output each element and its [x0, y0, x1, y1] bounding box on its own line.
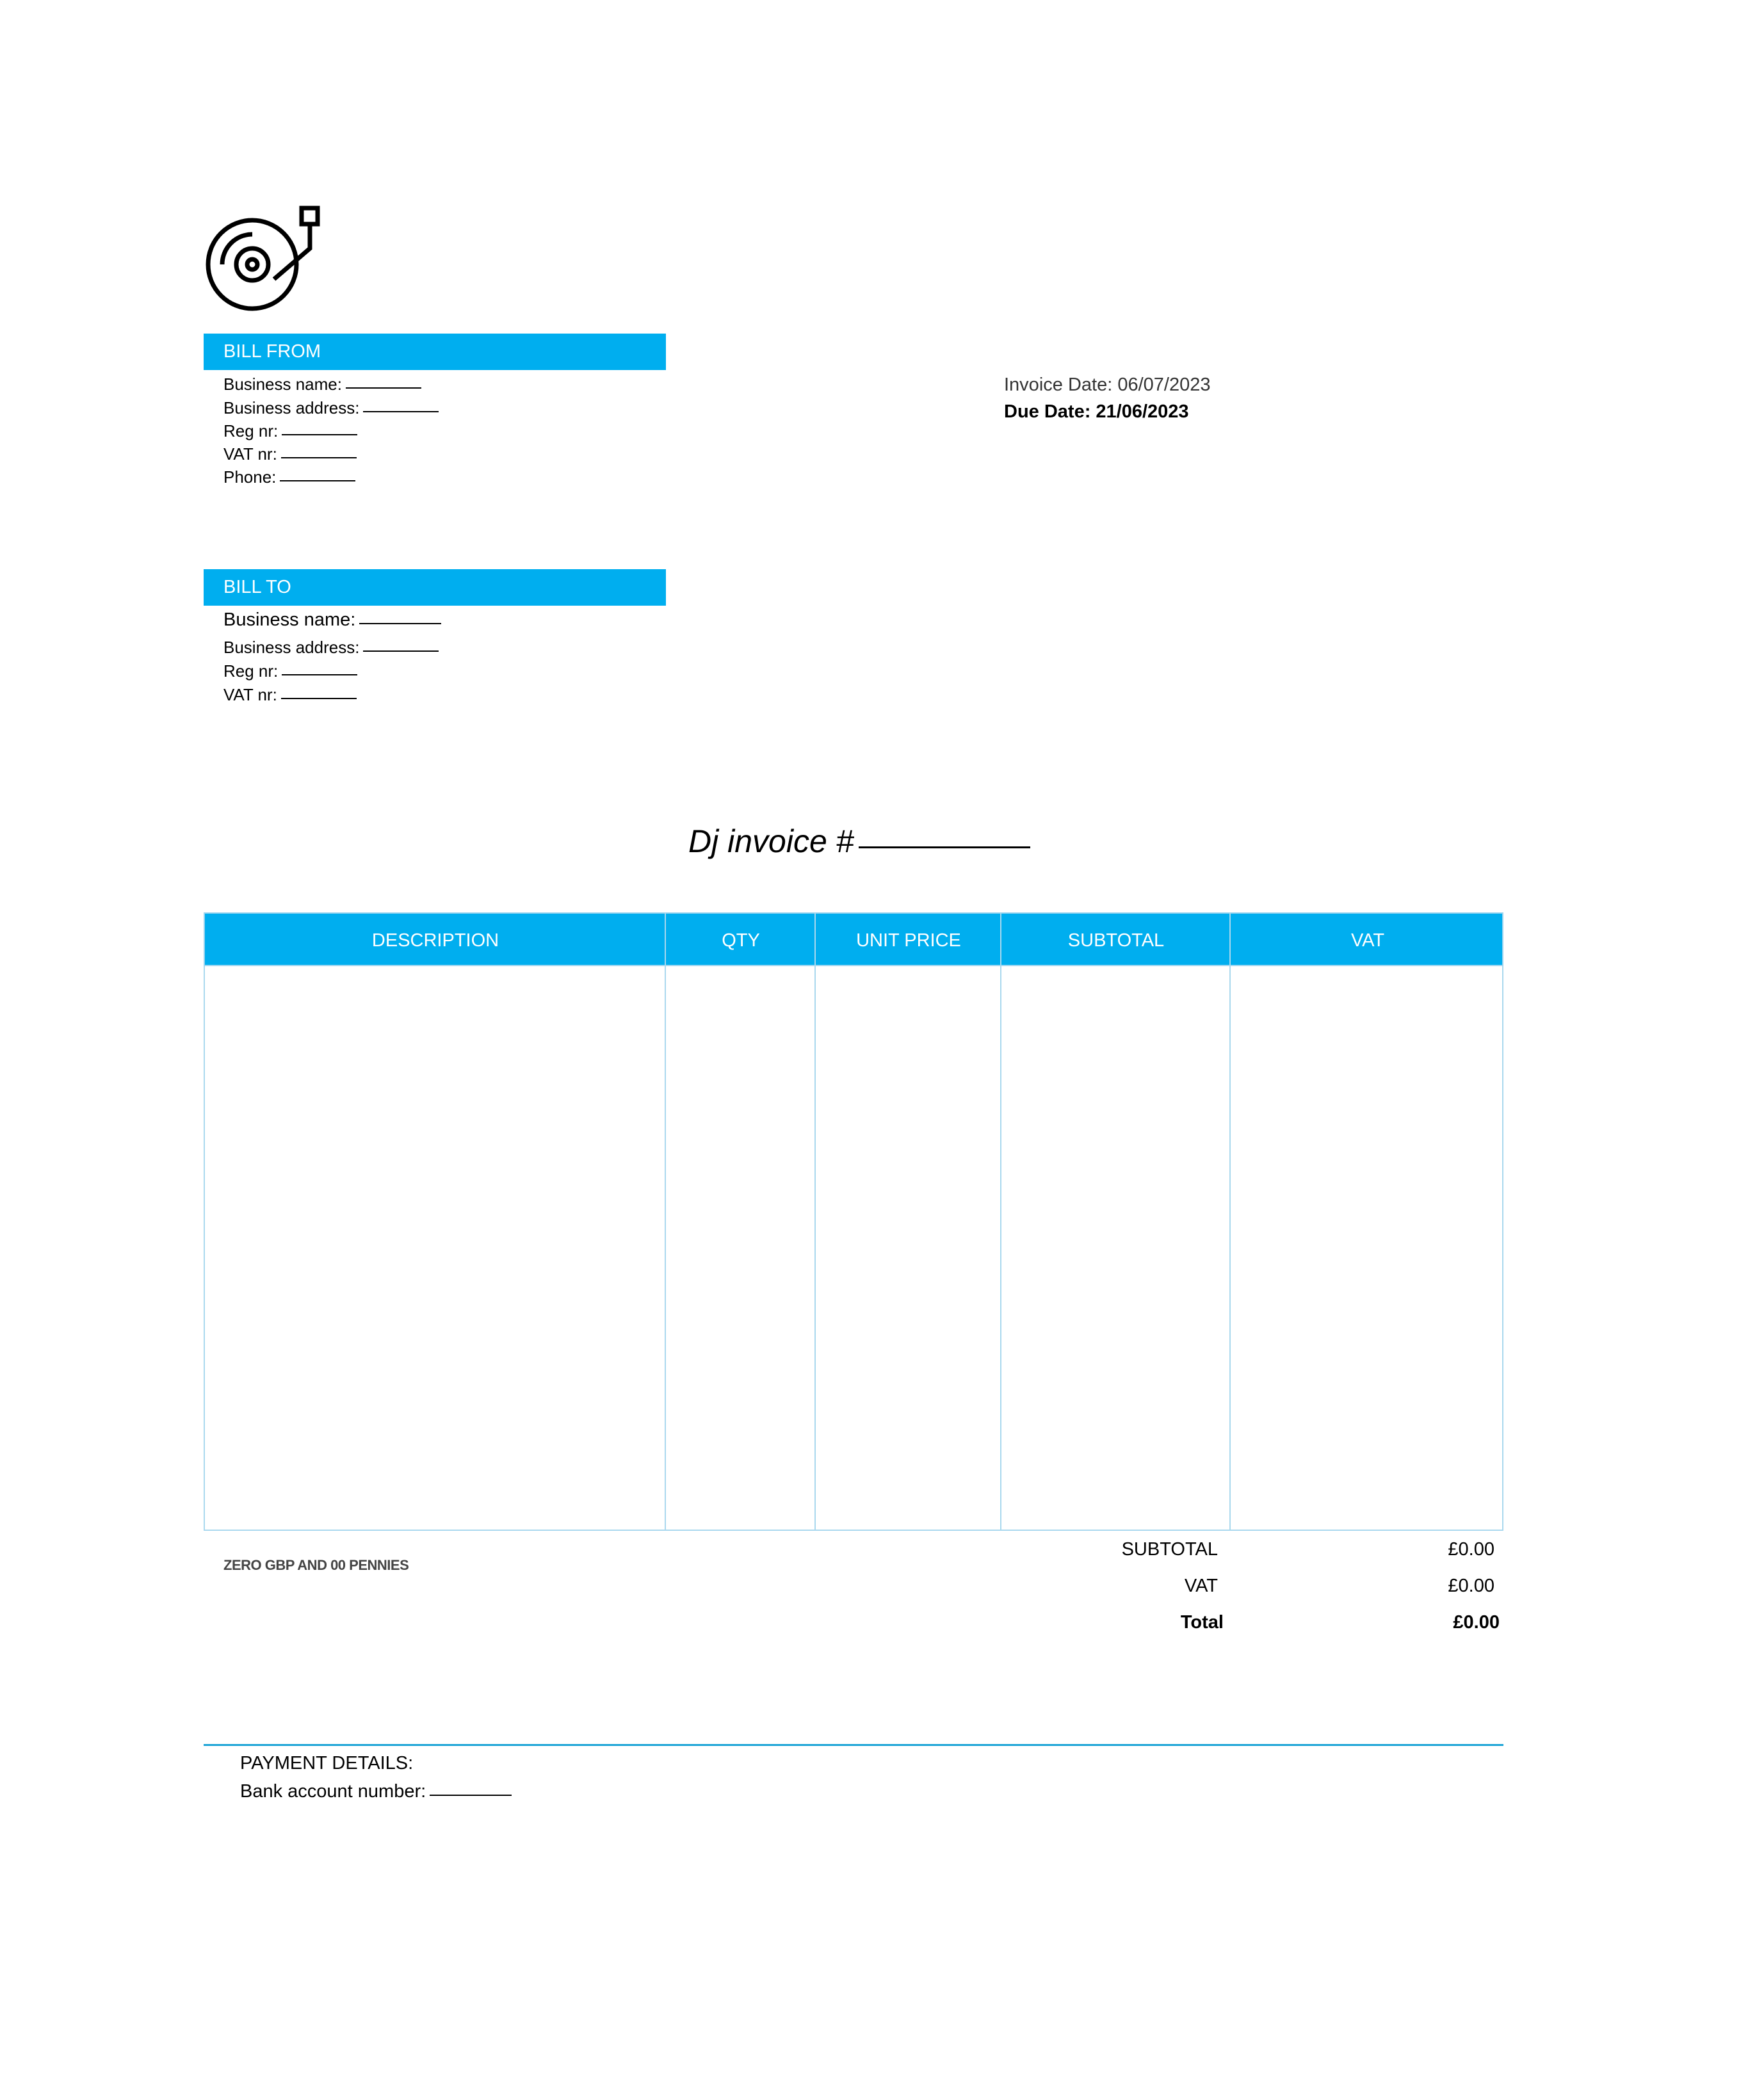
column-divider [814, 912, 816, 1531]
bill-from-business-address[interactable]: Business address: [223, 397, 439, 419]
vat-label: VAT [1184, 1576, 1218, 1596]
bank-account-number[interactable]: Bank account number: [240, 1781, 512, 1802]
table-body[interactable] [204, 966, 1503, 1531]
divider-rule [204, 1744, 1503, 1746]
col-unit-price: UNIT PRICE [856, 930, 961, 951]
turntable-icon [200, 204, 325, 316]
due-date: Due Date: 21/06/2023 [1004, 401, 1189, 422]
col-subtotal: SUBTOTAL [1067, 930, 1165, 951]
vat-value: £0.00 [1448, 1576, 1494, 1596]
bill-to-reg-nr[interactable]: Reg nr: [223, 660, 357, 682]
bill-from-business-name[interactable]: Business name: [223, 373, 421, 395]
total-value: £0.00 [1453, 1612, 1500, 1633]
total-label: Total [1180, 1612, 1224, 1633]
bill-to-business-name[interactable]: Business name: [223, 609, 441, 631]
table-header [204, 912, 1503, 966]
bill-from-heading: BILL FROM [204, 334, 666, 370]
col-vat: VAT [1350, 930, 1385, 951]
column-divider [665, 912, 666, 1531]
col-description: DESCRIPTION [371, 930, 499, 951]
bill-to-vat-nr[interactable]: VAT nr: [223, 684, 357, 706]
bill-from-phone[interactable]: Phone: [223, 466, 355, 488]
bill-from-vat-nr[interactable]: VAT nr: [223, 443, 357, 465]
invoice-date: Invoice Date: 06/07/2023 [1004, 375, 1211, 395]
amount-in-words: ZERO GBP AND 00 PENNIES [223, 1557, 409, 1573]
col-qty: QTY [722, 930, 760, 951]
line-items-table [204, 912, 1503, 1531]
payment-details-heading: PAYMENT DETAILS: [240, 1753, 414, 1773]
bill-to-business-address[interactable]: Business address: [223, 636, 439, 658]
invoice-title[interactable]: Dj invoice # [688, 823, 1030, 860]
column-divider [1000, 912, 1001, 1531]
bill-from-reg-nr[interactable]: Reg nr: [223, 420, 357, 442]
bill-to-heading: BILL TO [204, 569, 666, 606]
subtotal-value: £0.00 [1448, 1539, 1494, 1560]
column-divider [1229, 912, 1231, 1531]
invoice-number-blank[interactable] [859, 845, 1030, 848]
subtotal-label: SUBTOTAL [1121, 1539, 1218, 1560]
